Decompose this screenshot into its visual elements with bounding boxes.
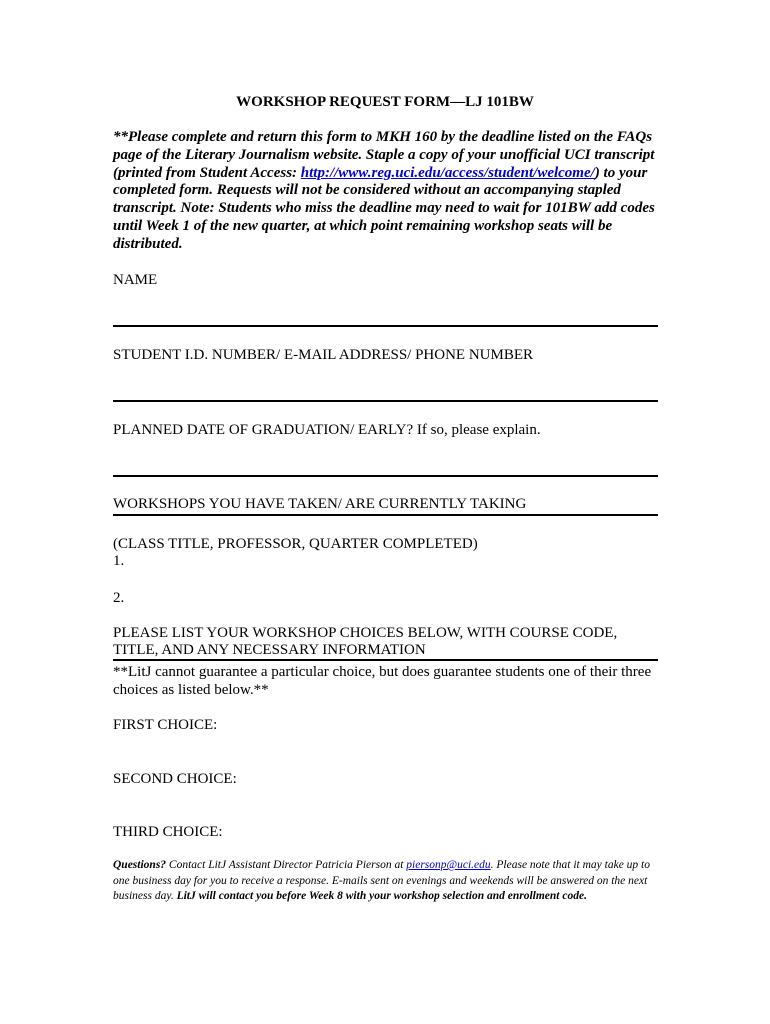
class-info-label: (CLASS TITLE, PROFESSOR, QUARTER COMPLETED) <box>113 536 478 552</box>
workshops-taken-label: WORKSHOPS YOU HAVE TAKEN/ ARE CURRENTLY TAKING <box>113 496 527 512</box>
student-access-link[interactable]: http://www.reg.uci.edu/access/student/welcome/ <box>300 164 595 181</box>
questions-label: Questions? <box>113 859 167 871</box>
id-email-phone-label: STUDENT I.D. NUMBER/ E-MAIL ADDRESS/ PHONE NUMBER <box>113 347 534 363</box>
workshop-item-1[interactable]: 1. <box>113 553 125 569</box>
response-text: . Please note that it may take up to one business day for you to receive a response. E-mails sent on evenings and weekends will be answered on the next business day. <box>113 859 651 902</box>
contact-email-link[interactable]: piersonp@uci.edu <box>406 859 491 871</box>
choices-heading-line2: TITLE, AND ANY NECESSARY INFORMATION <box>113 642 426 658</box>
form-title: WORKSHOP REQUEST FORM—LJ 101BW <box>236 94 534 110</box>
id-email-phone-input-line[interactable] <box>113 400 658 402</box>
instructions-text-2: ) to your completed form. Requests will not be considered without an accompanying stapled transcript. Note: Students who miss the deadline may need to wait for 101BW add codes until Week 1 of the new quarter, at which point remaining workshop seats will be distributed. <box>113 164 655 252</box>
instructions-paragraph <box>113 129 658 254</box>
third-choice-label[interactable]: THIRD CHOICE: <box>113 824 223 840</box>
workshops-taken-divider <box>113 514 658 516</box>
guarantee-note: **LitJ cannot guarantee a particular choice, but does guarantee students one of their three choices as listed below.** <box>113 664 652 698</box>
second-choice-label[interactable]: SECOND CHOICE: <box>113 771 237 787</box>
graduation-label: PLANNED DATE OF GRADUATION/ EARLY? If so, please explain. <box>113 422 541 438</box>
workshop-item-2[interactable]: 2. <box>113 590 125 606</box>
graduation-input-line[interactable] <box>113 475 658 477</box>
final-notice: LitJ will contact you before Week 8 with your workshop selection and enrollment code. <box>176 890 587 902</box>
choices-heading-line1: PLEASE LIST YOUR WORKSHOP CHOICES BELOW, WITH COURSE CODE, <box>113 625 618 641</box>
name-input-line[interactable] <box>113 325 658 327</box>
contact-text: Contact LitJ Assistant Director Patricia Pierson at <box>166 859 407 871</box>
instructions-text-1: **Please complete and return this form to MKH 160 by the deadline listed on the FAQs page of the Literary Journalism website. Staple a copy of your unofficial UCI transcript (printed from Student Access: <box>113 129 655 181</box>
choices-divider <box>113 659 658 661</box>
footer-contact-paragraph <box>113 858 661 905</box>
first-choice-label[interactable]: FIRST CHOICE: <box>113 717 218 733</box>
name-label: NAME <box>113 272 158 288</box>
